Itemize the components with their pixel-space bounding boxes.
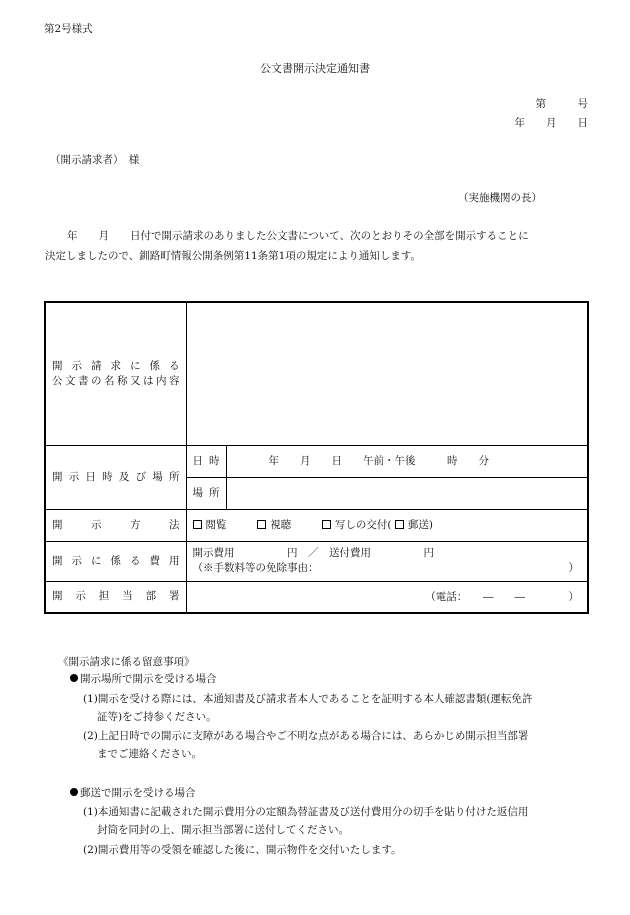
department-field[interactable]	[186, 581, 588, 613]
label-fees: 開 示 に 係 る 費 用	[45, 541, 186, 581]
notes-section2-title: 郵送で開示を受ける場合	[70, 786, 196, 800]
row-fees	[45, 541, 588, 581]
phone-open: （電話： ― ―	[425, 590, 525, 603]
row-document-name	[45, 302, 588, 445]
notes-s2-item2: (2)開示費用等の受領を確認した後に、開示物件を交付いたします。	[83, 844, 402, 856]
checkbox-icon	[193, 520, 202, 529]
label-datetime: 日時	[186, 445, 226, 477]
phone-close: ）	[568, 590, 579, 603]
notes-section1-title: 開示場所で開示を受ける場合	[70, 672, 217, 686]
label-document-name: 開 示 請 求 に 係 る 公文書の名称又は内容	[45, 302, 186, 445]
row-department	[45, 581, 588, 613]
label-method: 開 示 方 法	[45, 509, 186, 541]
checkbox-mail[interactable]: 郵送)	[395, 519, 433, 531]
notes-s1-item2-line2: までご連絡ください。	[97, 748, 202, 760]
notes-s1-item1-line1: (1)開示を受ける際には、本通知書及び請求者本人であることを証明する本人確認書類(運転免許	[83, 693, 533, 705]
checkbox-icon	[257, 520, 266, 529]
notes-s1-item1-line2: 証等)をご持参ください。	[97, 711, 217, 723]
document-number: 第 号	[535, 98, 588, 110]
label-place: 場所	[186, 477, 226, 509]
bullet-icon	[70, 674, 78, 682]
row-datetime	[45, 445, 588, 477]
checkbox-browse[interactable]: 閲覧	[193, 519, 227, 531]
addressee: （開示請求者） 様	[50, 154, 140, 166]
fee-line: 開示費用 円 ／ 送付費用 円	[192, 547, 434, 559]
exemption-line: （※手数料等の免除事由： ）	[192, 562, 579, 574]
datetime-field[interactable]: 年 月 日 午前・午後 時 分	[226, 445, 588, 477]
checkbox-view[interactable]: 視聴	[257, 519, 291, 531]
place-field[interactable]	[226, 477, 588, 509]
notes-s2-item1-line2: 封筒を同封の上、開示担当部署に送付してください。	[97, 824, 349, 836]
label-department: 開 示 担 当 部 署	[45, 581, 186, 613]
notes-s2-item1-line1: (1)本通知書に記載された開示費用分の定額為替証書及び送付費用分の切手を貼り付けた返信用	[83, 806, 529, 818]
checkbox-icon	[322, 520, 331, 529]
body-paragraph	[45, 226, 593, 266]
disclosure-table	[44, 301, 589, 614]
body-line-2: 決定しましたので、釧路町情報公開条例第11条第1項の規定により通知します。	[45, 250, 421, 262]
document-date: 年 月 日	[514, 117, 588, 129]
row-method	[45, 509, 588, 541]
issuer: （実施機関の長）	[458, 192, 542, 204]
checkbox-copy[interactable]: 写しの交付(	[322, 519, 392, 531]
bullet-icon	[70, 788, 78, 796]
document-name-field[interactable]	[186, 302, 588, 445]
label-datetime-place: 開 示 日 時 及 び 場 所	[45, 445, 186, 509]
notes-heading: 《開示請求に係る留意事項》	[58, 656, 195, 668]
method-options	[186, 509, 588, 541]
fees-field	[186, 541, 588, 581]
checkbox-icon	[395, 520, 404, 529]
notes-s1-item2-line1: (2)上記日時での開示に支障がある場合やご不明な点がある場合には、あらかじめ開示担当部署	[83, 730, 529, 742]
form-number: 第2号様式	[44, 23, 93, 35]
document-title: 公文書開示決定通知書	[260, 62, 370, 75]
body-line-1: 年 月 日付で開示請求のありました公文書について、次のとおりその全部を開示することに	[67, 230, 529, 242]
